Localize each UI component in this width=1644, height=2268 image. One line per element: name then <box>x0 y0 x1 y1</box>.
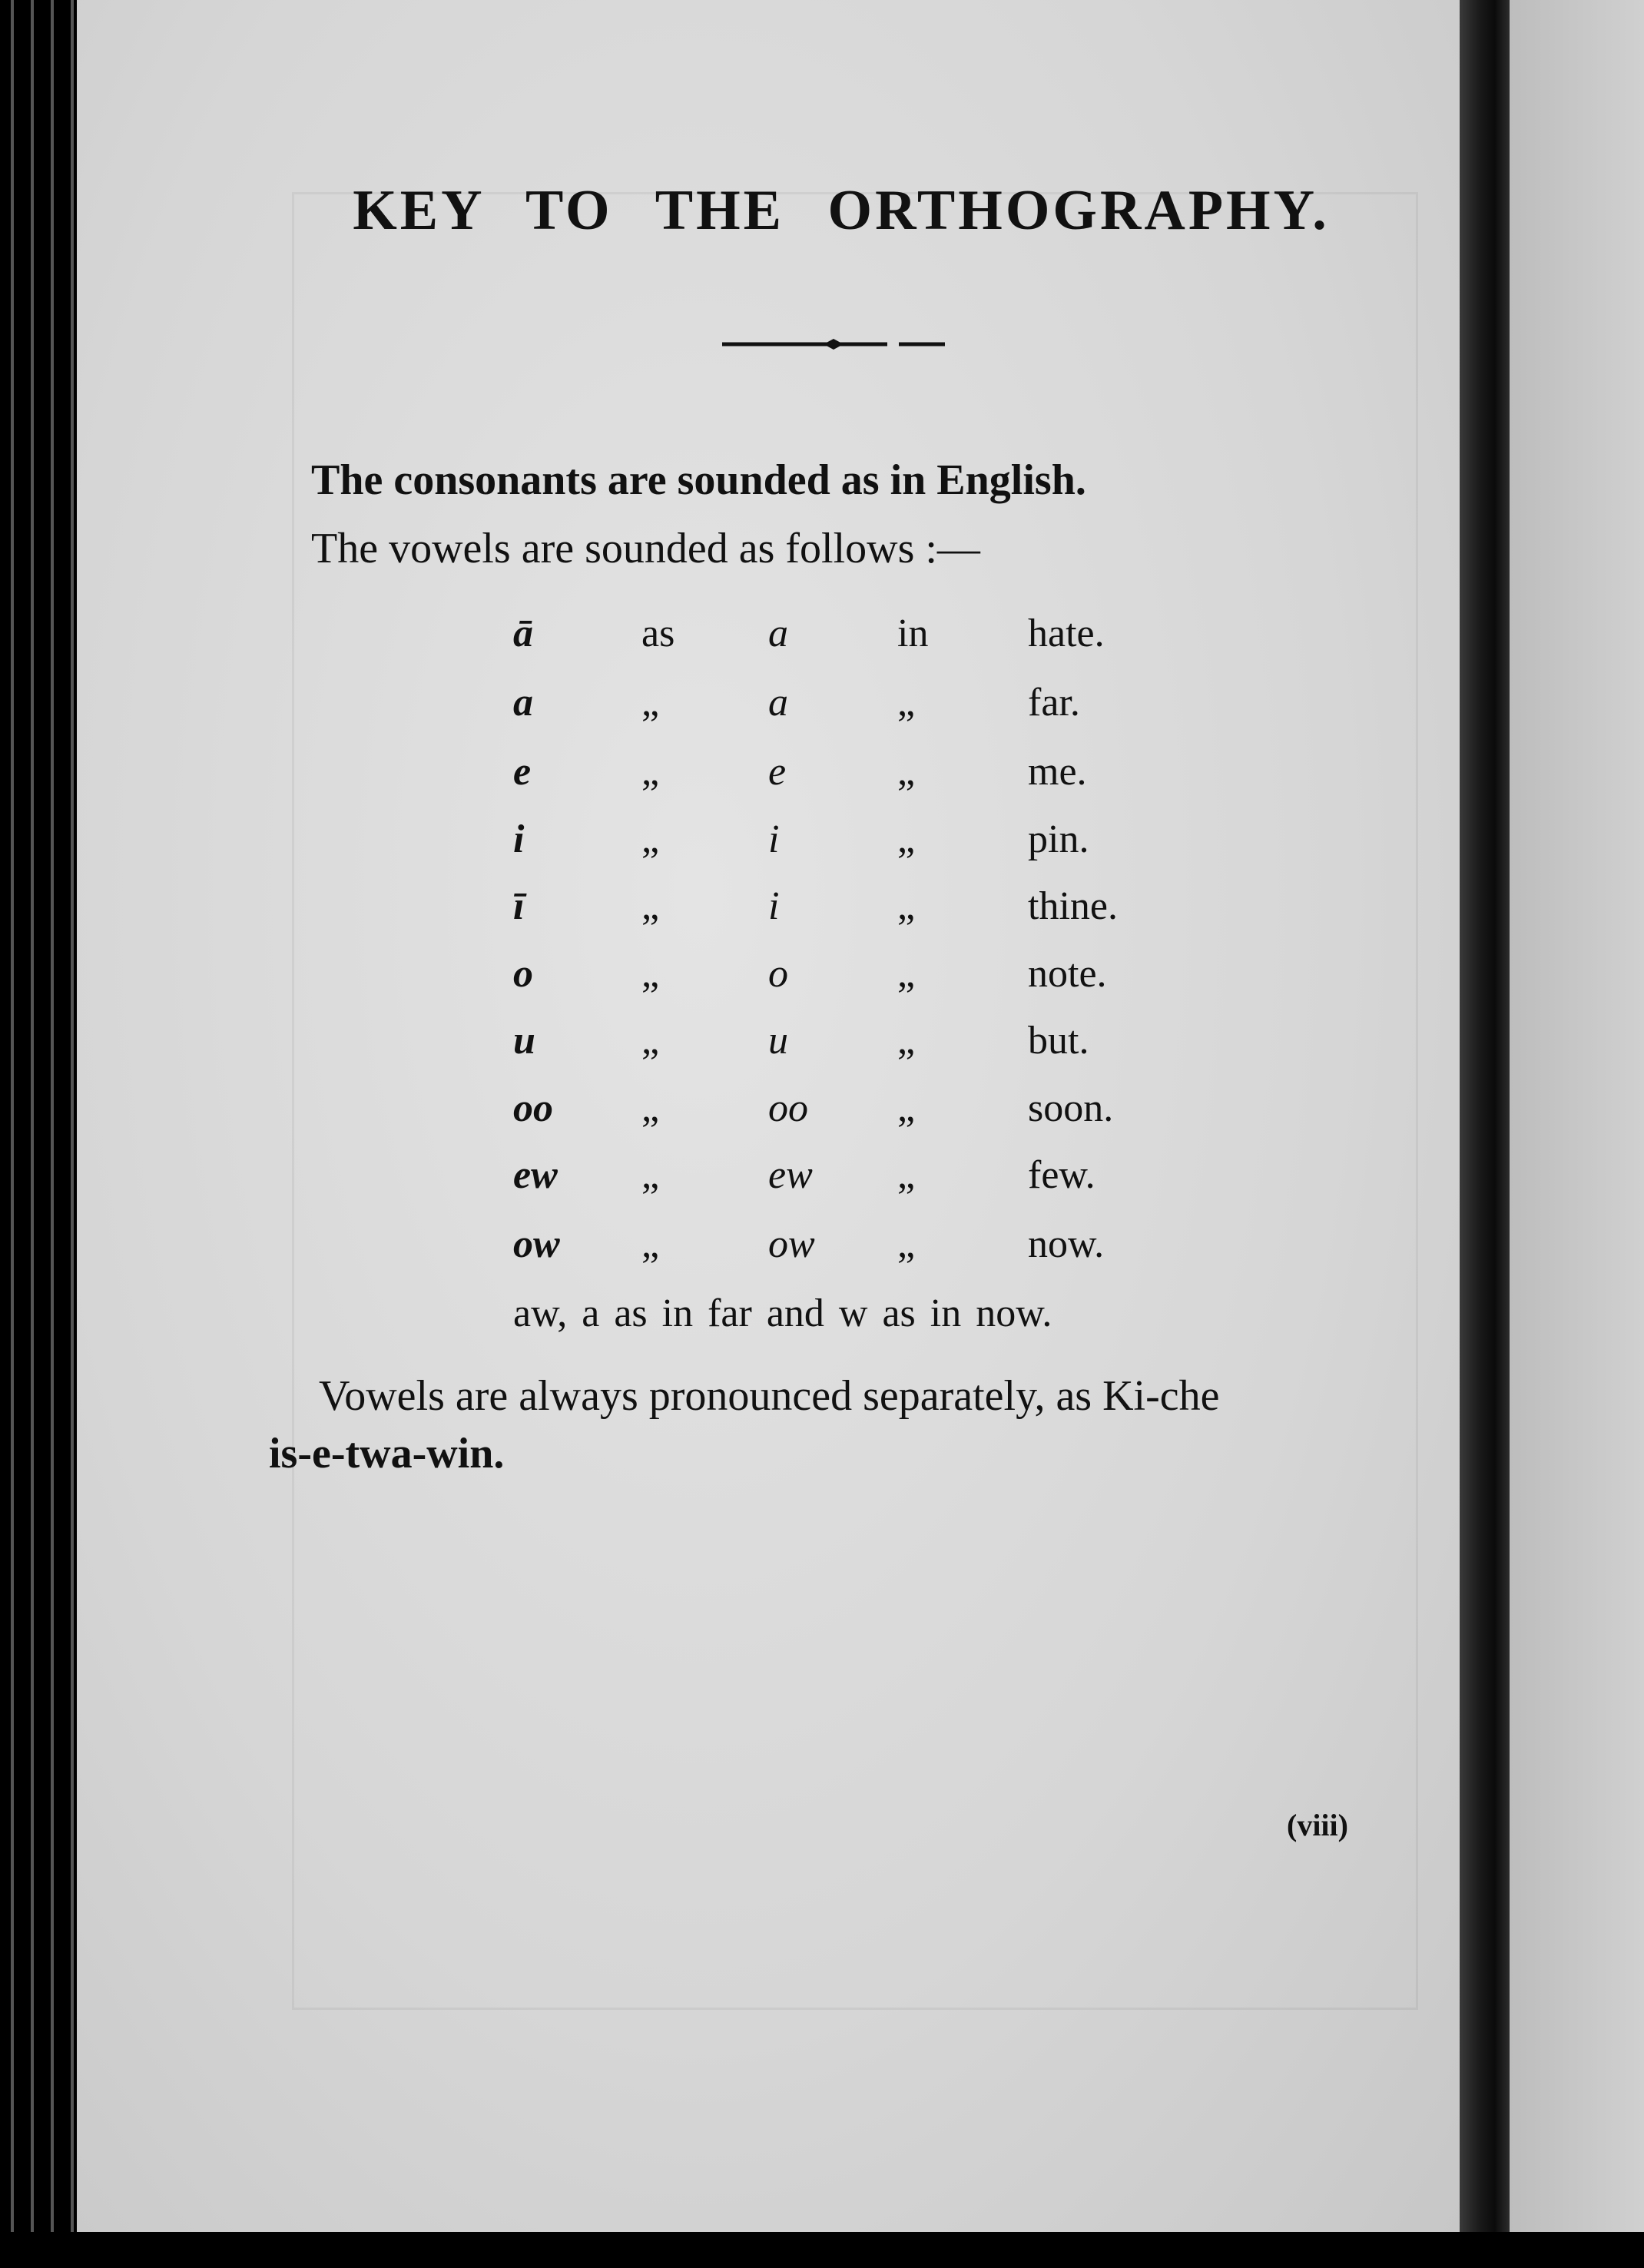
in-label: in <box>897 612 929 655</box>
vowel-symbol: i <box>513 817 525 861</box>
example-letter: u <box>768 1019 788 1063</box>
example-letter: o <box>768 952 788 996</box>
in-label: „ <box>897 884 916 928</box>
as-label: „ <box>641 952 660 996</box>
in-label: „ <box>897 817 916 861</box>
vowel-row <box>0 1222 1644 1283</box>
example-word: soon. <box>1028 1086 1114 1130</box>
example-letter: ow <box>768 1222 815 1266</box>
title-rule-ornament <box>722 337 945 352</box>
vowel-row <box>0 1018 1644 1079</box>
example-word: far. <box>1028 681 1080 724</box>
vowel-row <box>0 1086 1644 1147</box>
in-label: „ <box>897 681 916 724</box>
vowel-symbol: e <box>513 750 532 794</box>
as-label: as <box>641 612 675 655</box>
vowel-row <box>0 680 1644 741</box>
as-label: „ <box>641 817 660 861</box>
vowel-symbol: ow <box>513 1222 560 1266</box>
aw-line: aw, a as in far and w as in now. <box>513 1292 1052 1335</box>
as-label: „ <box>641 1086 660 1130</box>
vowel-symbol: u <box>513 1019 535 1063</box>
closing-line-2: is-e-twa-win. <box>269 1430 505 1477</box>
vowels-intro-line: The vowels are sounded as follows :— <box>311 525 980 572</box>
in-label: „ <box>897 1086 916 1130</box>
example-word: few. <box>1028 1153 1095 1197</box>
example-letter: a <box>768 612 788 655</box>
as-label: „ <box>641 884 660 928</box>
example-letter: i <box>768 884 780 928</box>
vowel-row <box>0 1152 1644 1214</box>
as-label: „ <box>641 750 660 794</box>
page-title: KEY TO THE ORTHOGRAPHY. <box>353 179 1330 242</box>
example-word: note. <box>1028 952 1107 996</box>
example-letter: a <box>768 681 788 724</box>
as-label: „ <box>641 1153 660 1197</box>
example-letter: i <box>768 817 780 861</box>
vowel-row <box>0 884 1644 945</box>
example-word: thine. <box>1028 884 1118 928</box>
vowel-row <box>0 749 1644 811</box>
as-label: „ <box>641 681 660 724</box>
vowel-symbol: ew <box>513 1153 558 1197</box>
vowel-symbol: a <box>513 681 533 724</box>
scan-bottom-edge <box>0 2232 1644 2268</box>
in-label: „ <box>897 750 916 794</box>
example-word: now. <box>1028 1222 1105 1266</box>
example-letter: ew <box>768 1153 813 1197</box>
vowel-symbol: ā <box>513 612 533 655</box>
example-word: hate. <box>1028 612 1105 655</box>
vowel-symbol: o <box>513 952 533 996</box>
example-word: pin. <box>1028 817 1089 861</box>
vowel-row <box>0 611 1644 672</box>
closing-line-1: Vowels are always pronounced separately, as Ki-che <box>319 1372 1220 1420</box>
example-letter: e <box>768 750 787 794</box>
in-label: „ <box>897 952 916 996</box>
example-word: me. <box>1028 750 1087 794</box>
vowel-symbol: ī <box>513 884 525 928</box>
consonants-line: The consonants are sounded as in English. <box>311 456 1086 504</box>
as-label: „ <box>641 1222 660 1266</box>
as-label: „ <box>641 1019 660 1063</box>
in-label: „ <box>897 1019 916 1063</box>
page-number: (viii) <box>1287 1808 1348 1842</box>
vowel-symbol: oo <box>513 1086 553 1130</box>
in-label: „ <box>897 1153 916 1197</box>
in-label: „ <box>897 1222 916 1266</box>
example-word: but. <box>1028 1019 1089 1063</box>
vowel-row <box>0 817 1644 878</box>
vowel-row <box>0 951 1644 1013</box>
example-letter: oo <box>768 1086 808 1130</box>
